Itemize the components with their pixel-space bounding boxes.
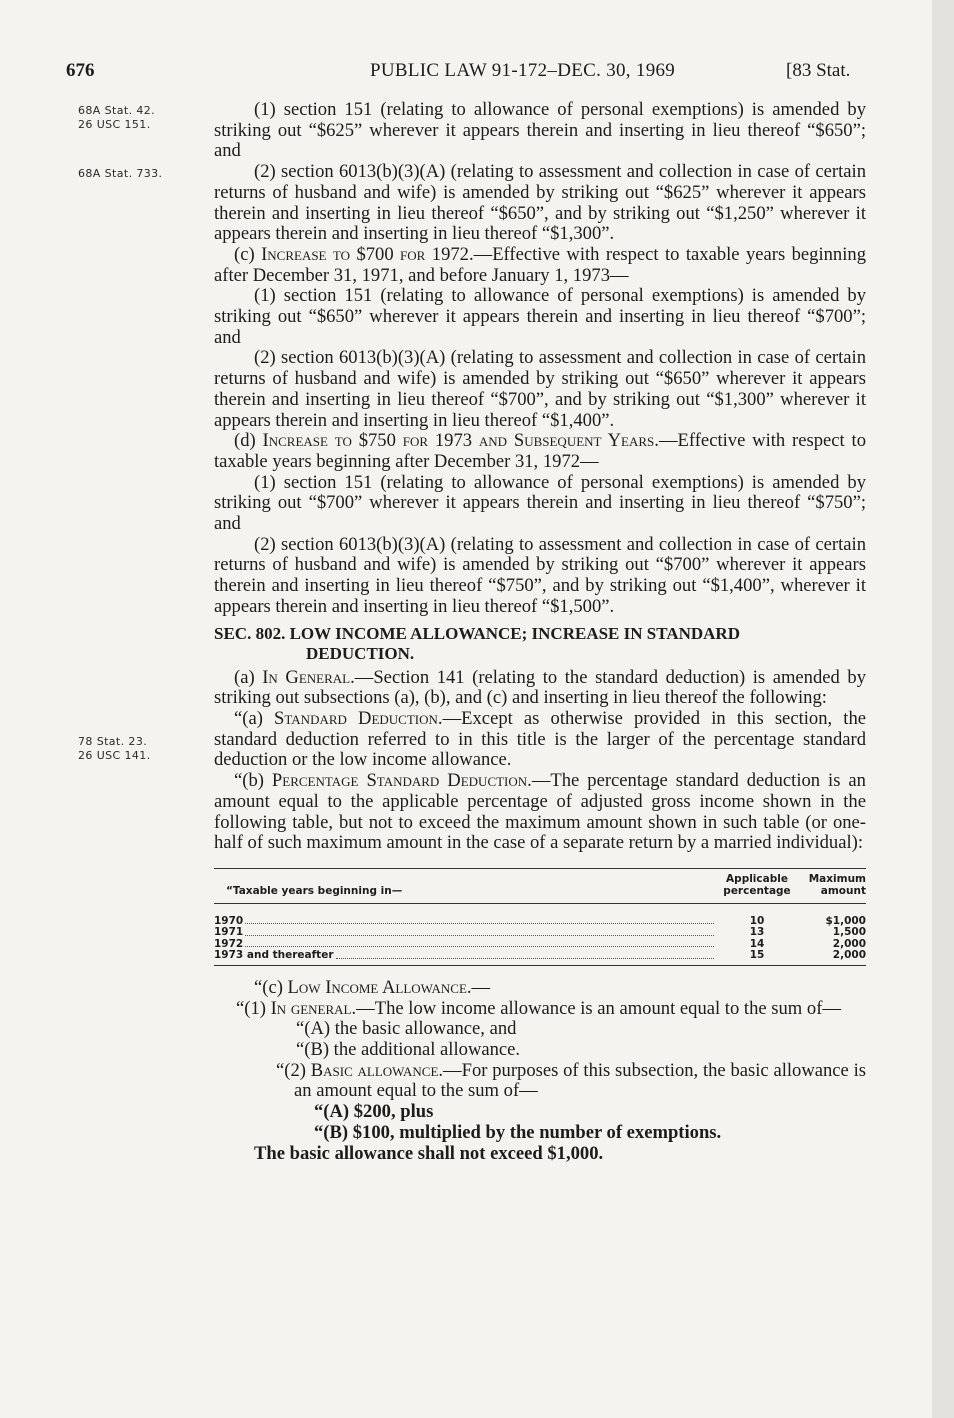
table-header (214, 869, 866, 904)
subsection-d: (d) Increase to $750 for 1973 and Subsequent Years.—Effective with respect to taxable years beginning after December 31, 1972— (214, 430, 866, 472)
table-cell-year: 1972 (214, 937, 244, 950)
margin-note-78-stat-23: 78 Stat. 23. 26 USC 141. (78, 735, 151, 762)
section-802-heading: SEC. 802. LOW INCOME ALLOWANCE; INCREASE IN STANDARD DEDUCTION. (214, 623, 740, 663)
table-cell-maximum: 1,500 (832, 926, 866, 939)
table-row (214, 927, 866, 939)
basic-allowance-limit: The basic allowance shall not exceed $1,000. (254, 1142, 604, 1164)
running-title: PUBLIC LAW 91-172–DEC. 30, 1969 (370, 60, 676, 81)
table-header-years: “Taxable years beginning in— (226, 884, 403, 897)
table-body (214, 904, 866, 966)
quoted-item-a1: “(A) the basic allowance, and (296, 1018, 517, 1040)
table-header-maximum: Maximum amount (808, 872, 866, 897)
quoted-c-caption: Low Income Allowance. (287, 976, 472, 998)
paragraph-d1: (1) section 151 (relating to allowance of personal exemptions) is amended by striking out “$700” wherever it appears therein and inserting in lieu thereof “$750”; and (214, 471, 866, 535)
page-number: 676 (66, 60, 95, 81)
subsection-d-caption: Increase to $750 for 1973 and Subsequent Years. (262, 430, 659, 452)
table-cell-maximum: 2,000 (832, 949, 866, 962)
table-cell-percentage: 15 (749, 949, 765, 962)
quoted-paragraph-2: “(2) Basic allowance.—For purposes of this subsection, the basic allowance is an amount equal to the sum of— (276, 1059, 866, 1102)
paragraph-c2: (2) section 6013(b)(3)(A) (relating to assessment and collection in case of certain returns of husband and wife) is amended by striking out “$650” wherever it appears therein and inserting in lieu thereof “$700”, and by striking out “$1,300” wherever it appears therein and inserting in lieu thereof “$1,400”. (214, 347, 866, 431)
table-cell-year: 1971 (214, 926, 244, 939)
subsection-a-caption: In General. (262, 666, 355, 688)
margin-note-68a-stat-733: 68A Stat. 733. (78, 167, 163, 180)
subsection-a: (a) In General.—Section 141 (relating to the standard deduction) is amended by striking out subsections (a), (b), and (c) and inserting in lieu thereof the following: (214, 666, 866, 709)
table-row (214, 950, 866, 962)
paragraph-b1: (1) section 151 (relating to allowance of personal exemptions) is amended by striking out “$625” wherever it appears therein and inserting in lieu thereof “$650”; and (214, 99, 866, 162)
quoted-subsection-a: “(a) Standard Deduction.—Except as otherwise provided in this section, the standard deduction referred to in this title is the larger of the percentage standard deduction or the low income allowance. (214, 707, 866, 771)
table-row (214, 916, 866, 928)
table-cell-maximum: 2,000 (832, 937, 866, 950)
table-cell-percentage: 14 (749, 937, 765, 950)
quoted-subsection-b: “(b) Percentage Standard Deduction.—The percentage standard deduction is an amount equal to the applicable percentage of adjusted gross income shown in the following table, but not to exceed the maximum amount shown in such table (or one-half of such maximum amount in the case of a separate return by a married individual): (214, 770, 866, 854)
table-cell-percentage: 10 (749, 914, 765, 927)
margin-note-68a-stat-42: 68A Stat. 42. 26 USC 151. (78, 104, 156, 131)
quoted-2-caption: Basic allowance. (310, 1059, 444, 1081)
table-cell-year: 1970 (214, 914, 244, 927)
quoted-subsection-c: “(c) Low Income Allowance.— (254, 976, 491, 998)
quoted-item-b1: “(B) the additional allowance. (296, 1039, 521, 1061)
quoted-item-a2: “(A) $200, plus (314, 1101, 434, 1123)
subsection-c: (c) Increase to $700 for 1972.—Effective with respect to taxable years beginning after December 31, 1971, and before January 1, 1973— (214, 243, 866, 286)
table-cell-year: 1973 and thereafter (214, 949, 334, 962)
page-edge (932, 0, 954, 1418)
quoted-item-b2: “(B) $100, multiplied by the number of exemptions. (314, 1121, 722, 1143)
document-body (214, 100, 866, 1164)
paragraph-b2: (2) section 6013(b)(3)(A) (relating to assessment and collection in case of certain returns of husband and wife) is amended by striking out “$625” wherever it appears therein and inserting in lieu thereof “$650”, and by striking out “$1,250” wherever it appears therein and inserting in lieu thereof “$1,300”. (214, 161, 866, 245)
quoted-b-caption: Percentage Standard Deduction. (271, 770, 532, 792)
quoted-a-caption: Standard Deduction. (274, 707, 443, 729)
quoted-paragraph-1: “(1) In general.—The low income allowance is an amount equal to the sum of— (236, 997, 842, 1019)
paragraph-d2: (2) section 6013(b)(3)(A) (relating to assessment and collection in case of certain returns of husband and wife) is amended by striking out “$700” wherever it appears therein and inserting in lieu thereof “$750”, and by striking out “$1,400”, wherever it appears therein and inserting in lieu thereof “$1,500”. (214, 533, 866, 617)
table-cell-maximum: $1,000 (825, 914, 866, 927)
stat-reference: [83 Stat. (786, 60, 851, 81)
quoted-1-caption: In general. (270, 997, 357, 1019)
subsection-c-caption: Increase to $700 for 1972. (261, 243, 474, 265)
percentage-table (214, 868, 866, 966)
table-header-percentage: Applicable percentage (723, 872, 791, 897)
table-cell-percentage: 13 (749, 926, 765, 939)
paragraph-c1: (1) section 151 (relating to allowance of personal exemptions) is amended by striking out “$650” wherever it appears therein and inserting in lieu thereof “$700”; and (214, 285, 866, 348)
page-header (0, 60, 954, 90)
